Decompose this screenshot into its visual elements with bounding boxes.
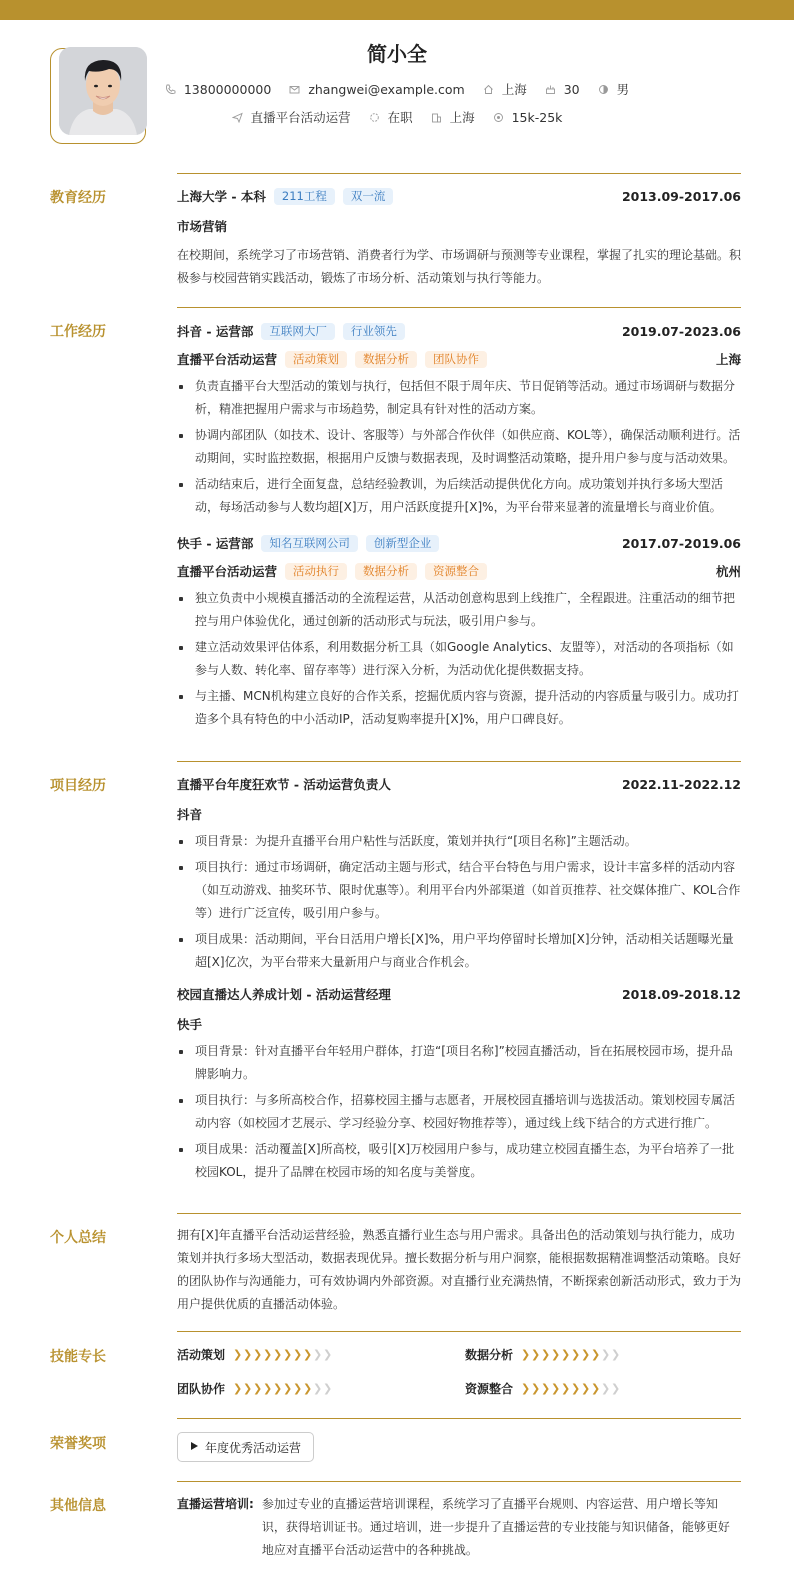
skills-divider bbox=[177, 1331, 741, 1332]
projects-divider bbox=[177, 761, 741, 762]
age-text: 30 bbox=[563, 81, 580, 97]
skills-title: 技能专长 bbox=[50, 1349, 106, 1365]
education-title: 教育经历 bbox=[50, 190, 106, 206]
skill-chevron-empty: ❯ bbox=[323, 1348, 329, 1361]
salary-item bbox=[493, 110, 563, 125]
project-bullets bbox=[177, 1040, 741, 1184]
education-tag: 双一流 bbox=[343, 188, 394, 205]
skill-chevron-filled: ❯ bbox=[571, 1382, 577, 1395]
project-bullet: 项目成果：活动覆盖[X]所高校，吸引[X]万校园用户参与，成功建立校园直播生态，为平台培养了一批校园KOL，提升了品牌在校园市场的知名度与美誉度。 bbox=[177, 1138, 741, 1184]
job-role-row bbox=[177, 561, 741, 581]
skill-chevron-empty: ❯ bbox=[323, 1382, 329, 1395]
skill-chevron-filled: ❯ bbox=[263, 1348, 269, 1361]
school-name: 上海大学 - 本科 bbox=[177, 189, 266, 204]
project-header bbox=[177, 774, 741, 794]
education-description: 在校期间，系统学习了市场营销、消费者行为学、市场调研与预测等专业课程，掌握了扎实的理论基础。积极参与校园营销实践活动，锻炼了市场分析、活动策划与执行等能力。 bbox=[177, 248, 742, 285]
job-bullet: 活动结束后，进行全面复盘，总结经验教训，为后续活动提供优化方向。成功策划并执行多场大型活动，每场活动参与人数均超[X]万，用户活跃度提升[X]%，为平台带来显著的流量增长与商业价值。 bbox=[177, 473, 741, 519]
send-icon bbox=[232, 112, 243, 123]
email-address: zhangwei@example.com bbox=[308, 81, 465, 97]
project-org: 快手 bbox=[177, 1017, 203, 1032]
role-tag: 数据分析 bbox=[355, 563, 417, 580]
skill-chevron-filled: ❯ bbox=[531, 1348, 537, 1361]
work-divider bbox=[177, 307, 741, 308]
company-name: 抖音 - 运营部 bbox=[177, 324, 254, 339]
coin-icon bbox=[493, 112, 504, 123]
project-entry bbox=[177, 984, 741, 1184]
contact-row bbox=[0, 80, 794, 98]
job-date: 2017.07-2019.06 bbox=[621, 535, 741, 551]
building-icon bbox=[431, 112, 442, 123]
summary-divider bbox=[177, 1213, 741, 1214]
company-tag: 行业领先 bbox=[343, 323, 405, 340]
target-job-item bbox=[232, 108, 351, 126]
skill-chevron-empty: ❯ bbox=[611, 1348, 617, 1361]
education-tag: 211工程 bbox=[274, 188, 335, 205]
role-tag: 团队协作 bbox=[425, 351, 487, 368]
project-bullet: 项目背景：为提升直播平台用户粘性与活跃度，策划并执行“[项目名称]”主题活动。 bbox=[177, 830, 741, 853]
gender-text: 男 bbox=[616, 82, 630, 97]
skill-level-bar bbox=[233, 1382, 333, 1395]
skill-chevron-filled: ❯ bbox=[561, 1348, 567, 1361]
job-city: 杭州 bbox=[715, 564, 741, 579]
project-date: 2022.11-2022.12 bbox=[621, 776, 741, 792]
phone-icon bbox=[165, 84, 176, 95]
project-header bbox=[177, 984, 741, 1004]
cake-icon bbox=[545, 84, 556, 95]
email-item bbox=[289, 82, 464, 97]
skill-chevron-filled: ❯ bbox=[273, 1382, 279, 1395]
award-badge bbox=[177, 1432, 314, 1462]
home-icon bbox=[483, 84, 494, 95]
skill-chevron-filled: ❯ bbox=[591, 1348, 597, 1361]
work-content bbox=[177, 321, 741, 734]
candidate-name: 简小全 bbox=[367, 42, 427, 66]
skill-chevron-filled: ❯ bbox=[531, 1382, 537, 1395]
age-item bbox=[545, 82, 580, 97]
skill-chevron-filled: ❯ bbox=[521, 1382, 527, 1395]
skill-chevron-filled: ❯ bbox=[253, 1348, 259, 1361]
project-org: 抖音 bbox=[177, 807, 203, 822]
company-name: 快手 - 运营部 bbox=[177, 536, 254, 551]
project-name: 校园直播达人养成计划 - 活动运营经理 bbox=[177, 987, 391, 1002]
job-bullet: 协调内部团队（如技术、设计、客服等）与外部合作伙伴（如供应商、KOL等），确保活动顺利进行。活动期间，实时监控数据，根据用户反馈与数据表现，及时调整活动策略，提升用户参与度与活动效果。 bbox=[177, 424, 741, 470]
skill-chevron-empty: ❯ bbox=[313, 1348, 319, 1361]
major-name: 市场营销 bbox=[177, 219, 228, 234]
skill-name: 团队协作 bbox=[177, 1382, 226, 1396]
skill-level-bar bbox=[521, 1382, 621, 1395]
role-tag: 数据分析 bbox=[355, 351, 417, 368]
job-bullets bbox=[177, 375, 741, 519]
skill-chevron-empty: ❯ bbox=[601, 1348, 607, 1361]
skill-chevron-filled: ❯ bbox=[591, 1382, 597, 1395]
company-tag: 知名互联网公司 bbox=[261, 535, 358, 552]
projects-content bbox=[177, 774, 741, 1187]
other-text: 参加过专业的直播运营培训课程，系统学习了直播平台规则、内容运营、用户增长等知识，获得培训证书。通过培训，进一步提升了直播运营的专业技能与知识储备，能够更好地应对直播平台活动运营中的各种挑战。 bbox=[261, 1497, 730, 1557]
role-tag: 资源整合 bbox=[425, 563, 487, 580]
project-bullet: 项目成果：活动期间，平台日活用户增长[X]%，用户平均停留时长增加[X]分钟，活动相关话题曝光量超[X]亿次，为平台带来大量新用户与商业合作机会。 bbox=[177, 928, 741, 974]
skill-chevron-filled: ❯ bbox=[293, 1382, 299, 1395]
skill-level-bar bbox=[521, 1348, 621, 1361]
skill-name: 数据分析 bbox=[465, 1348, 514, 1362]
job-entry bbox=[177, 321, 741, 519]
project-org-row bbox=[177, 1014, 741, 1034]
summary-text: 拥有[X]年直播平台活动运营经验，熟悉直播行业生态与用户需求。具备出色的活动策划与执行能力，成功策划并执行多场大型活动，数据表现优异。擅长数据分析与用户洞察，能根据数据精准调整活动策略。良好的团队协作与沟通能力，可有效协调内外部资源。对直播行业充满热情，不断探索创新活动形式，致力于为用户提供优质的直播活动体验。 bbox=[177, 1228, 742, 1311]
skill-chevron-filled: ❯ bbox=[551, 1348, 557, 1361]
job-bullet: 建立活动效果评估体系，利用数据分析工具（如Google Analytics、友盟等），对活动的各项指标（如参与人数、转化率、留存率等）进行深入分析，为活动优化提供数据支持。 bbox=[177, 636, 741, 682]
play-icon bbox=[190, 1440, 199, 1454]
project-bullet: 项目执行：与多所高校合作，招募校园主播与志愿者，开展校园直播培训与选拔活动。策划校园专属活动内容（如校园才艺展示、学习经验分享、校园好物推荐等），通过线上线下结合的方式进行推广。 bbox=[177, 1089, 741, 1135]
education-date: 2013.09-2017.06 bbox=[621, 188, 741, 204]
job-role-row bbox=[177, 349, 741, 369]
status-icon bbox=[369, 112, 380, 123]
skill-chevron-filled: ❯ bbox=[263, 1382, 269, 1395]
summary-title: 个人总结 bbox=[50, 1230, 106, 1246]
target-city-item bbox=[431, 108, 475, 126]
role-tag: 活动执行 bbox=[285, 563, 347, 580]
job-role: 直播平台活动运营 bbox=[177, 564, 278, 579]
skill-chevron-filled: ❯ bbox=[581, 1348, 587, 1361]
status-text: 在职 bbox=[387, 110, 413, 125]
skill-chevron-filled: ❯ bbox=[243, 1382, 249, 1395]
mail-icon bbox=[289, 84, 300, 95]
target-city-text: 上海 bbox=[449, 110, 475, 125]
skill-chevron-filled: ❯ bbox=[283, 1382, 289, 1395]
company-tag: 创新型企业 bbox=[366, 535, 440, 552]
skill-item bbox=[465, 1380, 621, 1397]
company-tag: 互联网大厂 bbox=[261, 323, 335, 340]
skill-chevron-filled: ❯ bbox=[521, 1348, 527, 1361]
projects-title: 项目经历 bbox=[50, 778, 106, 794]
job-header bbox=[177, 533, 741, 553]
job-date: 2019.07-2023.06 bbox=[621, 323, 741, 339]
project-bullet: 项目执行：通过市场调研，确定活动主题与形式，结合平台特色与用户需求，设计丰富多样的活动内容（如互动游戏、抽奖环节、限时优惠等）。利用平台内外部渠道（如首页推荐、社交媒体推广、KOL合作等）进行广泛宣传，吸引用户参与。 bbox=[177, 856, 741, 925]
education-content bbox=[177, 186, 741, 290]
project-bullet: 项目背景：针对直播平台年轻用户群体，打造“[项目名称]”校园直播活动，旨在拓展校园市场，提升品牌影响力。 bbox=[177, 1040, 741, 1086]
skill-chevron-filled: ❯ bbox=[541, 1348, 547, 1361]
skill-chevron-filled: ❯ bbox=[253, 1382, 259, 1395]
gender-item bbox=[598, 80, 630, 98]
role-tag: 活动策划 bbox=[285, 351, 347, 368]
target-job-text: 直播平台活动运营 bbox=[250, 110, 351, 125]
location-item bbox=[483, 80, 527, 98]
job-role: 直播平台活动运营 bbox=[177, 352, 278, 367]
job-bullet: 独立负责中小规模直播活动的全流程运营，从活动创意构思到上线推广，全程跟进。注重活动的细节把控与用户体验优化，通过创新的活动形式与玩法，吸引用户参与。 bbox=[177, 587, 741, 633]
skill-item bbox=[465, 1346, 621, 1363]
awards-divider bbox=[177, 1418, 741, 1419]
skill-chevron-filled: ❯ bbox=[233, 1348, 239, 1361]
status-item bbox=[369, 108, 413, 126]
skill-chevron-filled: ❯ bbox=[283, 1348, 289, 1361]
project-entry bbox=[177, 774, 741, 974]
skill-chevron-filled: ❯ bbox=[581, 1382, 587, 1395]
education-header bbox=[177, 186, 741, 206]
project-bullets bbox=[177, 830, 741, 974]
project-date: 2018.09-2018.12 bbox=[621, 986, 741, 1002]
job-bullet: 负责直播平台大型活动的策划与执行，包括但不限于周年庆、节日促销等活动。通过市场调研与数据分析，精准把握用户需求与市场趋势，制定具有针对性的活动方案。 bbox=[177, 375, 741, 421]
skill-chevron-filled: ❯ bbox=[233, 1382, 239, 1395]
skill-item bbox=[177, 1380, 333, 1397]
salary-text: 15k-25k bbox=[511, 109, 563, 125]
location-text: 上海 bbox=[501, 82, 527, 97]
skill-chevron-filled: ❯ bbox=[303, 1382, 309, 1395]
other-label: 直播运营培训: bbox=[177, 1497, 254, 1511]
skill-chevron-empty: ❯ bbox=[313, 1382, 319, 1395]
skill-chevron-filled: ❯ bbox=[551, 1382, 557, 1395]
job-header bbox=[177, 321, 741, 341]
skill-item bbox=[177, 1346, 333, 1363]
job-bullet: 与主播、MCN机构建立良好的合作关系，挖掘优质内容与资源，提升活动的内容质量与吸引力。成功打造多个具有特色的中小活动IP，活动复购率提升[X]%，用户口碑良好。 bbox=[177, 685, 741, 731]
skill-chevron-filled: ❯ bbox=[541, 1382, 547, 1395]
other-title: 其他信息 bbox=[50, 1498, 106, 1514]
skill-chevron-empty: ❯ bbox=[601, 1382, 607, 1395]
skill-chevron-filled: ❯ bbox=[571, 1348, 577, 1361]
gender-icon bbox=[598, 84, 609, 95]
skill-chevron-filled: ❯ bbox=[293, 1348, 299, 1361]
job-city: 上海 bbox=[715, 352, 741, 367]
award-name: 年度优秀活动运营 bbox=[205, 1440, 302, 1455]
skill-chevron-filled: ❯ bbox=[561, 1382, 567, 1395]
skill-chevron-filled: ❯ bbox=[273, 1348, 279, 1361]
skill-name: 资源整合 bbox=[465, 1382, 514, 1396]
phone-item bbox=[165, 82, 271, 97]
skill-name: 活动策划 bbox=[177, 1348, 226, 1362]
top-accent-bar bbox=[0, 0, 794, 20]
major-row bbox=[177, 216, 741, 236]
intent-row bbox=[0, 108, 794, 126]
education-divider bbox=[177, 173, 741, 174]
project-name: 直播平台年度狂欢节 - 活动运营负责人 bbox=[177, 777, 391, 792]
job-bullets bbox=[177, 587, 741, 731]
project-org-row bbox=[177, 804, 741, 824]
work-title: 工作经历 bbox=[50, 324, 106, 340]
other-content bbox=[177, 1493, 741, 1562]
skill-chevron-empty: ❯ bbox=[611, 1382, 617, 1395]
job-entry bbox=[177, 533, 741, 731]
other-divider bbox=[177, 1481, 741, 1482]
awards-title: 荣誉奖项 bbox=[50, 1436, 106, 1452]
skill-chevron-filled: ❯ bbox=[303, 1348, 309, 1361]
skill-level-bar bbox=[233, 1348, 333, 1361]
skill-chevron-filled: ❯ bbox=[243, 1348, 249, 1361]
phone-number: 13800000000 bbox=[183, 81, 272, 97]
